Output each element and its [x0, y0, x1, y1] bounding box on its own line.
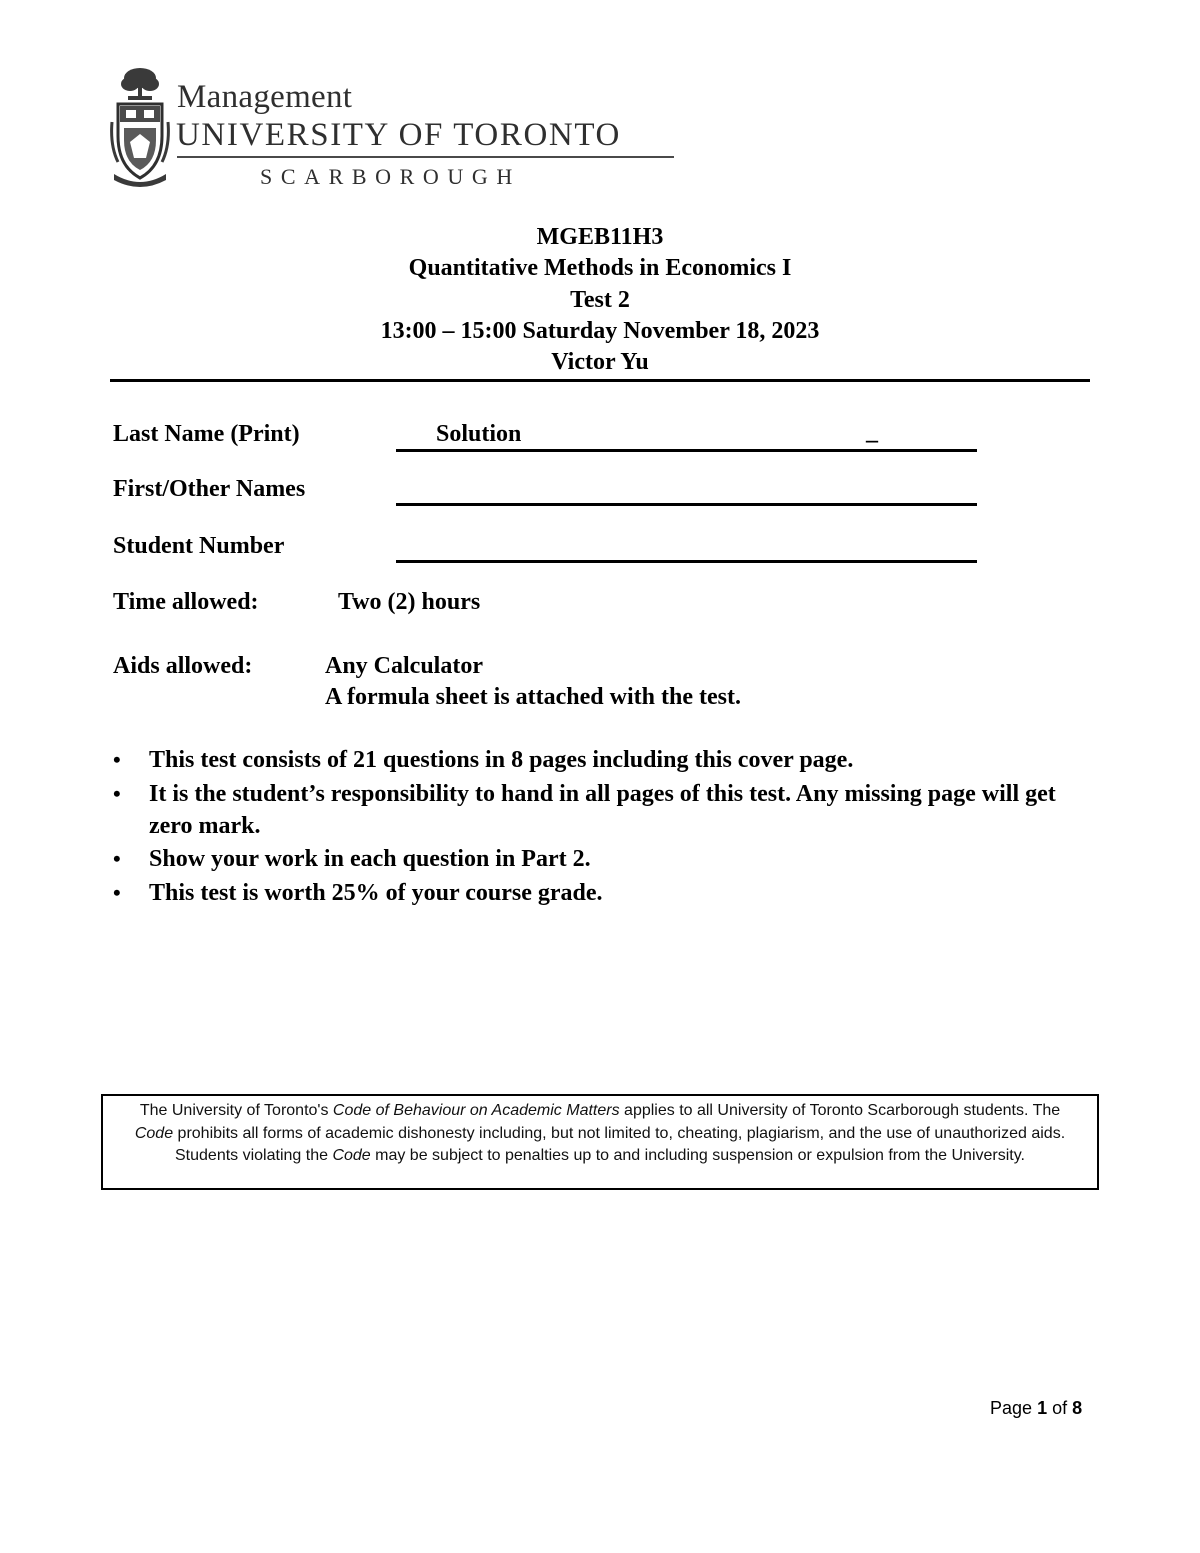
academic-integrity-notice [101, 1094, 1099, 1190]
logo-campus-text: SCARBOROUGH [260, 164, 521, 189]
bullet-icon: • [113, 846, 121, 871]
instruction-text: This test consists of 21 questions in 8 pages including this cover page. [149, 747, 854, 773]
test-datetime: 13:00 – 15:00 Saturday November 18, 2023 [380, 318, 820, 344]
university-logo [106, 66, 686, 194]
instruction-item [113, 744, 1103, 776]
notice-text [121, 1100, 1079, 1168]
aids-allowed-label: Aids allowed: [113, 653, 253, 679]
aids-allowed-value-1: Any Calculator [325, 653, 483, 679]
time-allowed-label: Time allowed: [113, 589, 259, 615]
notice-part-3: prohibits all forms of academic dishonesty including, but not limited to, cheating, plagiarism, and the use of unauthorized aids. Students violating the [173, 1124, 1066, 1164]
total-pages: 8 [1072, 1398, 1083, 1418]
page-word: Page [990, 1398, 1033, 1418]
page-number [990, 1398, 1082, 1419]
first-names-label: First/Other Names [113, 476, 306, 502]
last-name-trail: _ [866, 419, 878, 445]
aids-allowed-value-2: A formula sheet is attached with the test. [325, 684, 741, 710]
last-name-field[interactable] [396, 449, 977, 452]
test-name: Test 2 [570, 287, 630, 313]
notice-code-word: Code [332, 1147, 371, 1164]
course-title: Quantitative Methods in Economics I [408, 255, 792, 281]
current-page: 1 [1037, 1398, 1048, 1418]
instruction-text: It is the student’s responsibility to hand in all pages of this test. Any missing page will get zero mark. [149, 781, 1056, 839]
notice-code-word: Code [134, 1124, 174, 1142]
notice-code-title: Code of Behaviour on Academic Matters [332, 1102, 620, 1119]
instruction-item [113, 843, 1103, 875]
notice-part-2: applies to all University of Toronto Scarborough students. The [619, 1102, 1061, 1119]
bullet-icon: • [113, 781, 121, 806]
instruction-text: This test is worth 25% of your course grade. [149, 880, 603, 906]
student-number-label: Student Number [113, 533, 285, 559]
logo-management-text: Management [177, 79, 353, 115]
time-allowed-value: Two (2) hours [338, 589, 481, 615]
bullet-icon: • [113, 747, 121, 772]
header-divider [110, 379, 1090, 382]
last-name-value: Solution [436, 421, 522, 447]
notice-part-1: The University of Toronto's [139, 1102, 333, 1119]
notice-part-4: may be subject to penalties up to and including suspension or expulsion from the University. [370, 1147, 1025, 1164]
last-name-label: Last Name (Print) [113, 421, 300, 447]
instruction-item [113, 778, 1103, 842]
university-crest-icon [110, 66, 170, 188]
student-number-field[interactable] [396, 560, 977, 563]
instruction-item [113, 877, 1103, 909]
bullet-icon: • [113, 880, 121, 905]
logo-divider [177, 156, 674, 158]
instructor-name: Victor Yu [551, 349, 649, 375]
logo-university-text: UNIVERSITY OF TORONTO [176, 117, 621, 153]
course-code: MGEB11H3 [536, 224, 664, 250]
of-word: of [1052, 1398, 1068, 1418]
instruction-text: Show your work in each question in Part 2. [149, 846, 591, 872]
first-names-field[interactable] [396, 503, 977, 506]
